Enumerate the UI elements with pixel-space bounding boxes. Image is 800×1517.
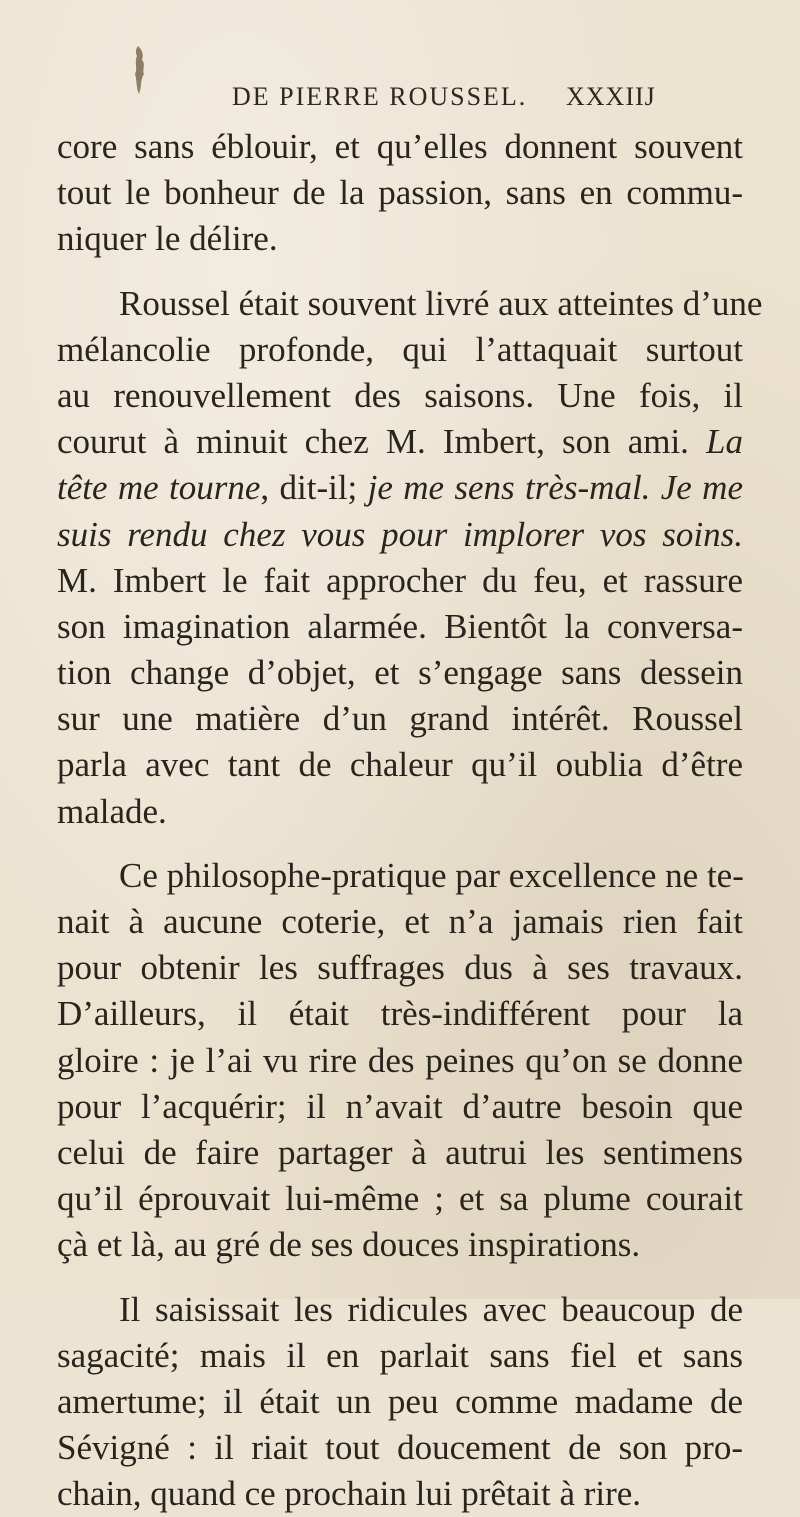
italic-text: je me sens très-mal. Je me	[368, 468, 743, 507]
text-line	[57, 558, 743, 604]
text-run: malade.	[57, 792, 167, 831]
text-run: courut à minuit chez M. Imbert, son ami.	[57, 422, 706, 461]
text-line	[57, 945, 743, 991]
text-line	[57, 604, 743, 650]
text-run: chain, quand ce prochain lui prêtait à rire.	[57, 1474, 641, 1513]
text-line	[57, 1176, 743, 1222]
text-line	[57, 170, 743, 216]
text-run: qu’il éprouvait lui-même ; et sa plume courait	[57, 1179, 743, 1218]
paragraph	[57, 1287, 743, 1517]
text-line	[57, 1038, 743, 1084]
text-line	[57, 216, 743, 262]
text-run: Roussel était souvent livré aux atteintes d’une	[119, 284, 762, 323]
text-run: sur une matière d’un grand intérêt. Roussel	[57, 699, 743, 738]
text-line	[57, 281, 743, 327]
text-run: pour obtenir les suffrages dus à ses travaux.	[57, 948, 743, 987]
text-run: niquer le délire.	[57, 219, 278, 258]
running-head: DE PIERRE ROUSSEL.	[232, 82, 527, 112]
text-run: parla avec tant de chaleur qu’il oublia d’être	[57, 745, 743, 784]
text-run: M. Imbert le fait approcher du feu, et rassure	[57, 561, 743, 600]
text-line	[57, 899, 743, 945]
text-run: core sans éblouir, et qu’elles donnent souvent	[57, 127, 743, 166]
body-text	[57, 124, 743, 1517]
text-run: mélancolie profonde, qui l’attaquait surtout	[57, 330, 743, 369]
text-run: çà et là, au gré de ses douces inspirations.	[57, 1225, 640, 1264]
text-run: tout le bonheur de la passion, sans en commu-	[57, 173, 743, 212]
text-line	[57, 1130, 743, 1176]
text-run: Sévigné : il riait tout doucement de son pro-	[57, 1428, 743, 1467]
text-line	[57, 1425, 743, 1471]
text-run: au renouvellement des saisons. Une fois, il	[57, 376, 743, 415]
text-line	[57, 650, 743, 696]
text-line	[57, 419, 743, 465]
text-run: celui de faire partager à autrui les sentimens	[57, 1133, 743, 1172]
text-line	[57, 789, 743, 835]
italic-text: tête me tourne	[57, 468, 260, 507]
text-line	[57, 1084, 743, 1130]
text-line	[57, 1287, 743, 1333]
text-run: nait à aucune coterie, et n’a jamais rien fait	[57, 902, 743, 941]
text-run: son imagination alarmée. Bientôt la conversa-	[57, 607, 743, 646]
italic-text: suis rendu chez vous pour implorer vos soins.	[57, 515, 743, 554]
text-run: Ce philosophe-pratique par excellence ne te-	[119, 856, 744, 895]
text-line	[57, 327, 743, 373]
text-line	[57, 1222, 743, 1268]
text-line	[57, 512, 743, 558]
text-line	[57, 1333, 743, 1379]
text-run: D’ailleurs, il était très-indifférent pour la	[57, 994, 743, 1033]
paragraph	[57, 853, 743, 1269]
italic-text: La	[706, 422, 743, 461]
text-line	[57, 742, 743, 788]
text-run: tion change d’objet, et s’engage sans dessein	[57, 653, 743, 692]
text-line	[57, 1471, 743, 1517]
text-run: Il saisissait les ridicules avec beaucoup de	[119, 1290, 743, 1329]
text-line	[57, 991, 743, 1037]
text-line	[57, 373, 743, 419]
page-number: XXXIIJ	[566, 82, 656, 112]
page-header	[0, 82, 800, 116]
text-line	[57, 465, 743, 511]
paragraph	[57, 124, 743, 263]
text-run: gloire : je l’ai vu rire des peines qu’on se donne	[57, 1041, 743, 1080]
paragraph	[57, 281, 743, 835]
text-line	[57, 124, 743, 170]
text-run: pour l’acquérir; il n’avait d’autre besoin que	[57, 1087, 743, 1126]
text-run: amertume; il était un peu comme madame de	[57, 1382, 743, 1421]
text-line	[57, 1379, 743, 1425]
text-line	[57, 853, 743, 899]
text-line	[57, 696, 743, 742]
text-run: , dit-il;	[260, 468, 367, 507]
text-run: sagacité; mais il en parlait sans fiel et sans	[57, 1336, 743, 1375]
